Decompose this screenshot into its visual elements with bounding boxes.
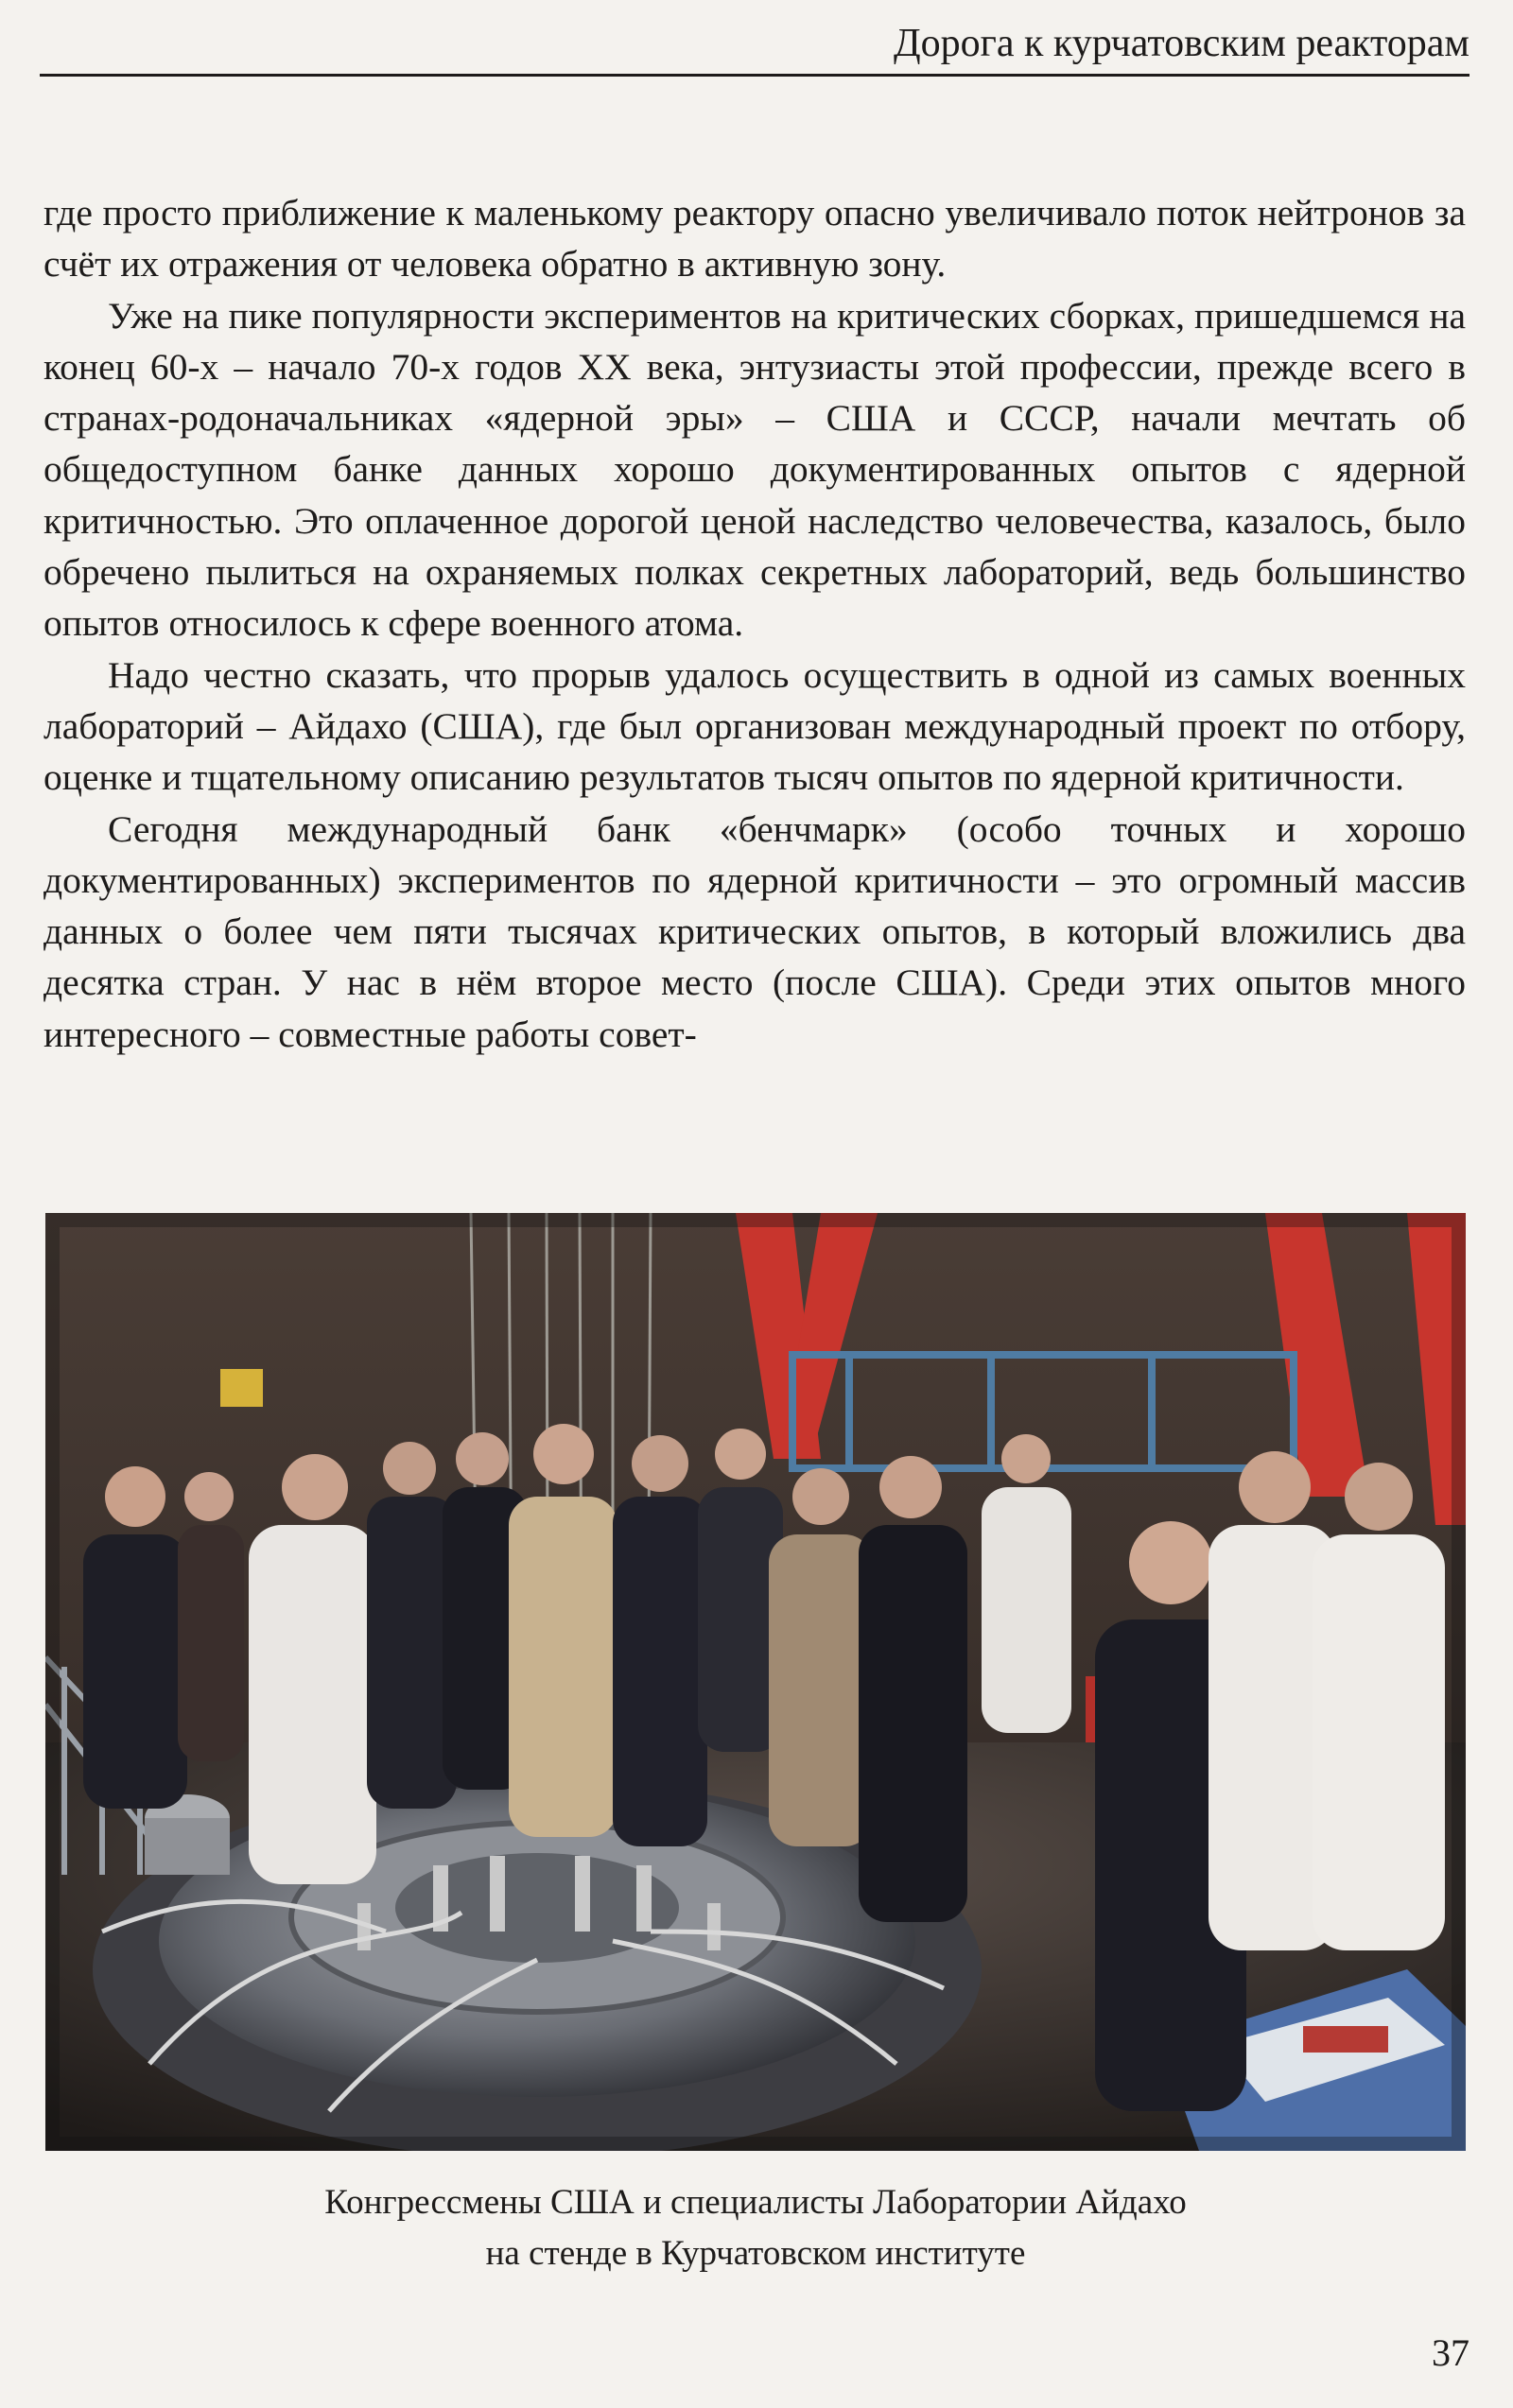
header-rule bbox=[40, 74, 1470, 77]
reactor-stand-photo bbox=[45, 1213, 1466, 2151]
warning-sign bbox=[220, 1369, 263, 1407]
paragraph-3: Надо честно сказать, что прорыв удалось осуществить в одной из самых военных лабораторий – Айдахо (США), где был организован международный проект по отбору, оценке и тщательному описанию результатов тысяч опытов по ядерной критичности. bbox=[43, 653, 1466, 799]
paragraph-4: Сегодня международный банк «бенчмарк» (особо точных и хорошо документированных) экспериментов по ядерной критичности – это огромный массив данных о более чем пяти тысячах критических опытов, в который вложились два десятка стран. У нас в нём второе место (после США). Среди этих опытов много интересного – совместные работы совет- bbox=[43, 807, 1466, 1055]
running-title: Дорога к курчатовским реакторам bbox=[893, 22, 1470, 65]
photo-illustration bbox=[45, 1213, 1466, 2151]
caption-line-2: на стенде в Курчатовском институте bbox=[485, 2234, 1026, 2273]
photo-caption bbox=[45, 2177, 1466, 2279]
body-text bbox=[43, 187, 1466, 1060]
page-number: 37 bbox=[1432, 2331, 1470, 2374]
paragraph-2: Уже на пике популярности экспериментов на критических сборках, пришедшемся на конец 60-х – начало 70-х годов XX века, энтузиасты этой профессии, прежде всего в странах-родоначальниках «ядерной эры» – США и СССР, начали мечтать об общедоступном банке данных хорошо документированных опытов с ядерной критичностью. Это оплаченное дорогой ценой наследство человечества, казалось, было обречено пылиться на охраняемых полках секретных лабораторий, ведь большинство опытов относилось к сфере военного атома. bbox=[43, 294, 1466, 645]
caption-line-1: Конгрессмены США и специалисты Лаборатории Айдахо bbox=[324, 2183, 1187, 2222]
paragraph-1: где просто приближение к маленькому реактору опасно увеличивало поток нейтронов за счёт их отражения от человека обратно в активную зону. bbox=[43, 192, 1466, 286]
